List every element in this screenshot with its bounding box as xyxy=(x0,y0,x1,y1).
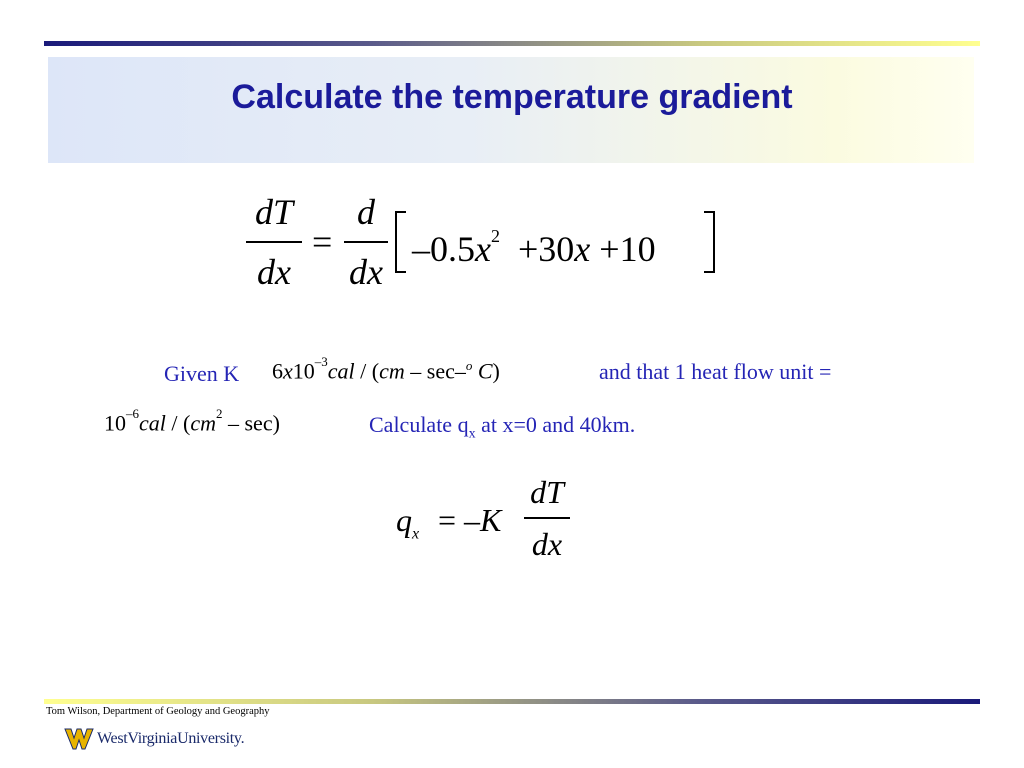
footer-credit: Tom Wilson, Department of Geology and Geography xyxy=(46,706,270,717)
logo-wordmark: WestVirginiaUniversity. xyxy=(97,730,245,747)
conductivity-value: $6x10^{-3}cal / (cm - \sec-^o$ C) xyxy=(272,354,500,384)
fourier-law-equation: $q_x$ = –K dT dx xyxy=(396,474,576,564)
calc-suffix: at x=0 and 40km. xyxy=(475,412,636,437)
slide-title: Calculate the temperature gradient xyxy=(231,78,793,116)
heat-flow-unit-text: and that 1 heat flow unit = xyxy=(599,359,832,384)
calculate-instruction xyxy=(369,412,635,442)
given-k-label: Given K xyxy=(164,361,240,386)
top-divider xyxy=(44,41,980,46)
bottom-divider xyxy=(44,699,980,704)
heat-flow-unit-value: $10^{-6}cal / (cm^2 - \sec)$ xyxy=(104,406,280,436)
wvu-logo xyxy=(64,724,244,754)
gradient-equation: dT dx = d dx $-0.5x^2 +30x +10$ xyxy=(240,192,730,292)
calc-subscript: x xyxy=(468,426,476,442)
calc-prefix: Calculate q xyxy=(369,412,469,437)
flying-wv-icon xyxy=(64,726,94,752)
